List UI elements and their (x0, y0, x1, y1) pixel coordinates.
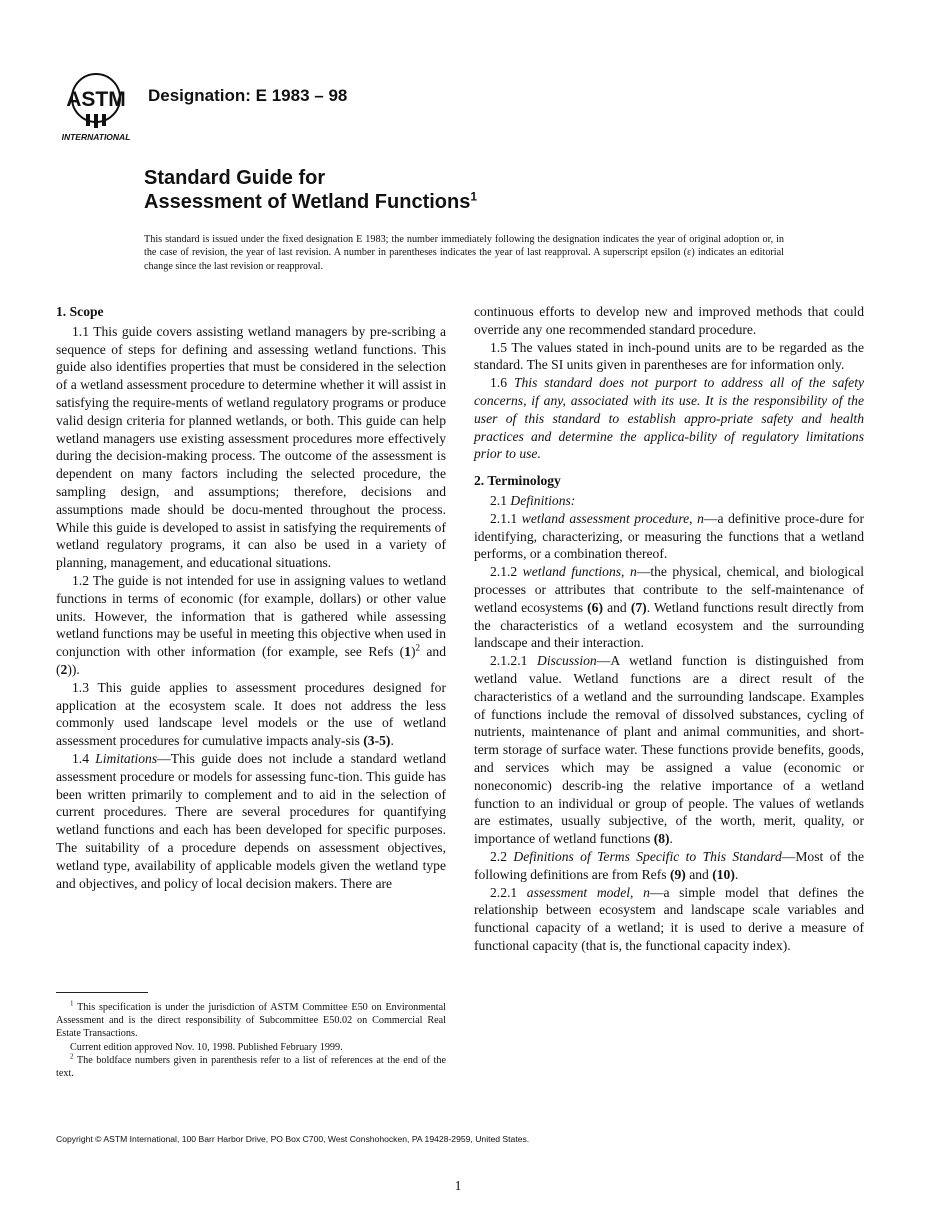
footnote-2: $^2$ The boldface numbers given in parenthesis refer to a list of references at the end of the text. (56, 1052, 446, 1080)
paragraph-1-6: 1.6 This standard does not purport to address all of the safety concerns, if any, associated with its use. It is the responsibility of the user of this standard to establish appro-priate safety and health practices and determine the applica-bility of regulatory limitations prior to use. (474, 375, 865, 462)
astm-logo (56, 70, 136, 142)
paragraph-2-2-1: 2.2.1 assessment model, n—a simple model that defines the relationship between ecosystem and landscape scale variables and functional capacity of a wetland; it is used to derive a measure of functional capacity (that is, the functional capacity index). (474, 884, 864, 953)
paragraph-1-1: 1.1 This guide covers assisting wetland managers by pre-scribing a sequence of steps for defining and assessing wetland functions. This guide also identifies properties that must be considered in the selection of a wetland assessment procedure to determine whether it will assist in satisfying the require-ments of wetland regulatory programs or produce valid design criteria for planned wetlands, or both. This guide can help wetland managers use existing assessment procedures more effectively during the decision-making process. The outcome of the assessment is dependent on many factors including the selected procedure, the sampling design, and assumptions; therefore, decisions and assumptions made should be docu-mented throughout the process. While this guide is developed to assist in satisfying the requirements of wetland regulatory programs, it can also be used in a variety of planning, management, and educational situations. (56, 323, 446, 571)
section-heading-terminology: 2. Terminology (474, 473, 561, 489)
page-number: 1 (454, 1178, 462, 1193)
right-column (474, 303, 864, 955)
paragraph-1-4: 1.4 Limitations—This guide does not include a standard wetland assessment procedure or models for assessing func-tion. This guide has been written primarily to complement and to aid in the selection of current procedures. There are several procedures for quantifying wetland functions and each has been developed for specific purposes. The suitability of a procedure depends on assessment objectives, wetland type, availability of applicable models given the wetland type and objectives, and policy of local decision makers. There are (56, 750, 446, 891)
title-line-2: Assessment of Wetland Functions$^1$ (144, 189, 478, 213)
document-title (144, 166, 477, 214)
logo-text: INTERNATIONAL (61, 132, 131, 142)
paragraph-2-1-2-1: 2.1.2.1 Discussion—A wetland function is distinguished from wetland value. Wetland functions are a direct result of the characteristics of a wetland and the surrounding landscape. Examples of functions include the removal of dissolved substances, cycling of nutrients, maintenance of plant and animal communities, and short-term storage of surface water. These functions provide benefits, goods, and services which may be assigned a value (economic or noneconomic) describ-ing the relative importance of a wetland function to an individual or group of people. The values of wetlands are estimates, usually subjective, of the worth, merit, quality, or importance of wetland functions (8). (474, 653, 864, 847)
copyright-notice: Copyright © ASTM International, 100 Barr Harbor Drive, PO Box C700, West Conshohocken, PA 19428-2959, United States. (56, 1134, 530, 1144)
footnote-1-edition: Current edition approved Nov. 10, 1998. Published February 1999. (70, 1041, 343, 1053)
paragraph-2-1: 2.1 Definitions: (490, 492, 576, 508)
title-footnote-ref: 1 (470, 189, 478, 204)
paragraph-1-4-continued: continuous efforts to develop new and improved methods that could override any one recommended standard procedure. (474, 304, 864, 337)
logo-mark: ASTM (66, 88, 126, 111)
paragraph-1-5: 1.5 The values stated in inch-pound units are to be regarded as the standard. The SI units given in parentheses are for information only. (474, 339, 864, 373)
section-heading-scope: 1. Scope (56, 304, 104, 319)
footnote-divider (56, 992, 148, 993)
left-column (56, 303, 446, 892)
title-line-1: Standard Guide for (144, 167, 326, 189)
issue-note: This standard is issued under the fixed designation E 1983; the number immediately following the designation indicates the year of original adoption or, in the case of revision, the year of last revision. A number in parentheses indicates the year of last reapproval. A superscript epsilon (ε) indicates an editorial change since the last revision or reapproval. (144, 234, 784, 272)
paragraph-2-2: 2.2 Definitions of Terms Specific to This Standard—Most of the following definitions are from Refs (9) and (10). (474, 848, 864, 882)
paragraph-1-3: 1.3 This guide applies to assessment procedures designed for application at the ecosystem scale. It does not address the less commonly used landscape level models or the use of wetland assessment procedures for cumulative impacts analy-sis (3-5). (56, 679, 446, 749)
footnotes (56, 1001, 446, 1080)
footnote-1: $^1$ This specification is under the jurisdiction of ASTM Committee E50 on Environmental Assessment and is the direct responsibility of Subcommittee E50.02 on Commercial Real Estate Transactions. (56, 999, 446, 1040)
paragraph-2-1-2: 2.1.2 wetland functions, n—the physical, chemical, and biological processes or attributes that contribute to the self-maintenance of wetland ecosystems (6) and (7). Wetland functions result directly from the characteristics of a wetland ecosystem and the surrounding landscape and their interaction. (474, 564, 864, 651)
designation: Designation: E 1983 – 98 (148, 86, 348, 105)
paragraph-1-2: 1.2 The guide is not intended for use in assigning values to wetland functions in terms of economic (for example, dollars) or other value units. However, the information that is gathered while assessing wetland functions may be useful in meeting this objective when used in conjunction with other information (for example, see Refs $(1)^2$ and (2)). (56, 572, 446, 677)
paragraph-2-1-1: 2.1.1 wetland assessment procedure, n—a definitive proce-dure for identifying, characterizing, or measuring the functions that a wetland performs, or a combination thereof. (474, 510, 865, 562)
